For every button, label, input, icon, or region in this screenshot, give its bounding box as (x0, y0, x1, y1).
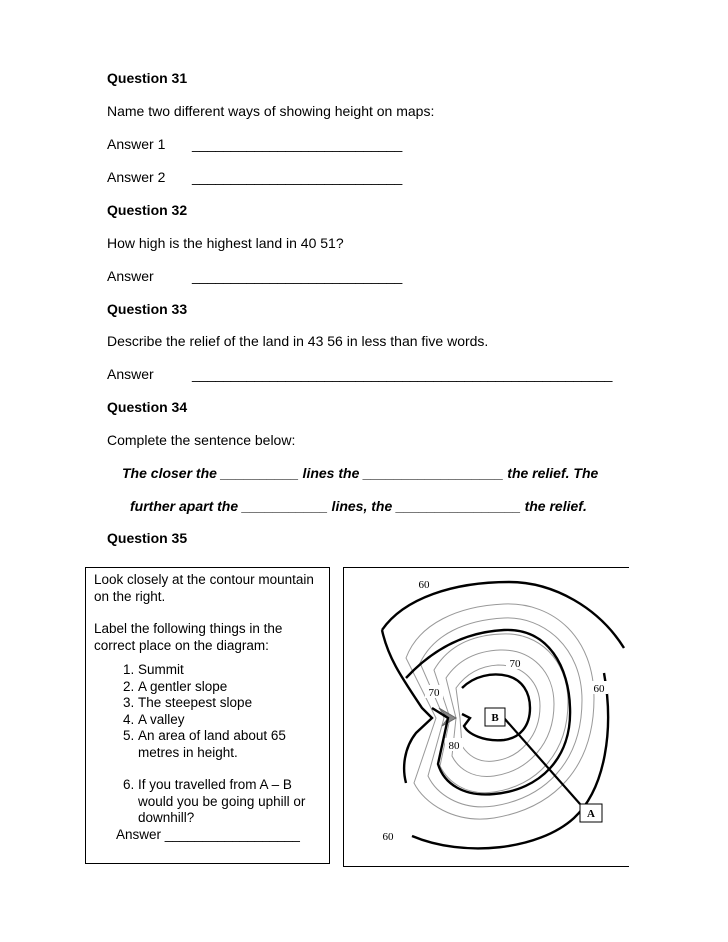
point-b-label: B (491, 712, 499, 724)
contour-line-60-outer-left (382, 630, 432, 783)
answer-2-label: Answer 2 (107, 169, 166, 185)
question-35-instruction: Label the following things in the correct place on the diagram: (94, 621, 283, 653)
question-33-answer-blank[interactable]: ______________________________________________________ (192, 366, 613, 382)
answer-2-blank[interactable]: ___________________________ (192, 169, 403, 185)
question-32-prompt: How high is the highest land in 40 51? (107, 235, 344, 251)
uphill-downhill-answer-line[interactable]: Answer __________________ (116, 826, 300, 842)
question-33-heading: Question 33 (107, 301, 188, 317)
contour-label-60-top: 60 (418, 579, 430, 591)
contour-label-60-bottom: 60 (382, 831, 394, 843)
question-31-heading: Question 31 (107, 70, 188, 86)
question-35-heading: Question 35 (107, 530, 188, 546)
question-34-heading: Question 34 (107, 399, 188, 415)
contour-line-80 (462, 675, 530, 741)
question-31-prompt: Name two different ways of showing height on maps: (107, 103, 435, 119)
question-34-prompt: Complete the sentence below: (107, 432, 296, 448)
uphill-downhill-question: 6. If you travelled from A – B would you be going uphill or downhill? (138, 777, 323, 827)
contour-mountain-diagram (343, 567, 629, 867)
contour-mountain-svg (344, 568, 630, 868)
contour-label-80: 80 (448, 740, 460, 752)
question-32-answer-blank[interactable]: ___________________________ (192, 268, 403, 284)
question-35-instructions-box (85, 567, 330, 864)
question-32-answer-label: Answer (107, 268, 154, 284)
answer-1-blank[interactable]: ___________________________ (192, 136, 403, 152)
contour-label-70-inner: 70 (428, 687, 440, 699)
contour-label-60-right: 60 (593, 683, 605, 695)
label-list-item: 4. A valley (138, 712, 323, 729)
label-list-item: 5. An area of land about 65 metres in height. (138, 728, 323, 761)
label-list-item: 3. The steepest slope (138, 695, 323, 712)
question-32-heading: Question 32 (107, 202, 188, 218)
question-35-intro: Look closely at the contour mountain on the right. (94, 572, 314, 604)
question-33-prompt: Describe the relief of the land in 43 56 in less than five words. (107, 333, 489, 349)
label-list (94, 662, 323, 761)
question-34-sentence-line-2: further apart the ___________ lines, the ________________ the relief. (130, 498, 587, 514)
point-a-label: A (587, 808, 595, 820)
contour-label-70-upper: 70 (509, 658, 521, 670)
question-34-sentence-line-1: The closer the __________ lines the __________________ the relief. The (122, 465, 599, 481)
label-list-item: 2. A gentler slope (138, 679, 323, 696)
question-33-answer-label: Answer (107, 366, 154, 382)
label-list-item: 1. Summit (138, 662, 323, 679)
question-6-list (94, 777, 323, 827)
answer-1-label: Answer 1 (107, 136, 166, 152)
